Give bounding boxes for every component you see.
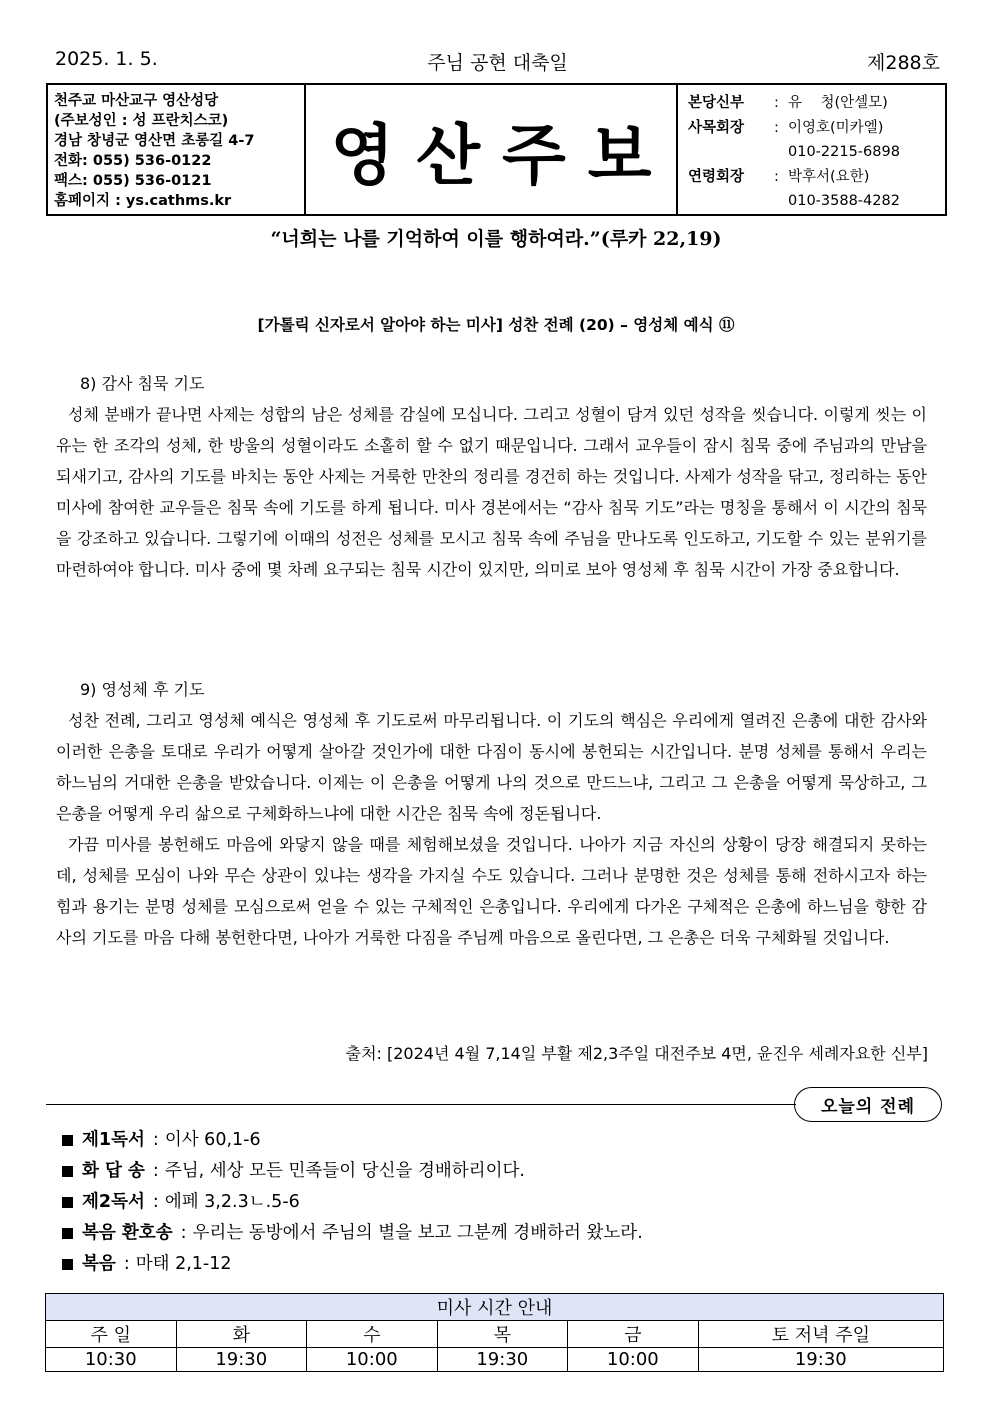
staff-row-funeral-president [688, 165, 945, 190]
staff-label: 사목회장 [688, 119, 745, 136]
mass-time: 10:30 [46, 1348, 177, 1372]
table-caption-row [46, 1294, 944, 1321]
staff-info [678, 85, 945, 214]
reading-item [62, 1249, 643, 1280]
square-bullet-icon [62, 1166, 73, 1177]
reading-item [62, 1187, 643, 1218]
day-header: 화 [176, 1321, 307, 1348]
bulletin-title-box [306, 85, 678, 214]
article-source: 출처: [2024년 4월 7,14일 부활 제2,3주일 대전주보 4면, 윤진우 세례자요한 신부] [345, 1044, 928, 1063]
parish-address: 경남 창녕군 영산면 초롱길 4-7 [54, 133, 255, 149]
reading-item [62, 1218, 643, 1249]
parish-phone: 전화: 055) 536-0122 [54, 153, 212, 169]
reading-label: 제1독서 [82, 1130, 145, 1150]
readings-list [62, 1125, 643, 1280]
parish-name: 천주교 마산교구 영산성당 [54, 93, 219, 109]
article-title: [가톨릭 신자로서 알아야 하는 미사] 성찬 전례 (20) – 영성체 예식 ⑪ [257, 316, 735, 334]
day-header: 토 저녁 주일 [698, 1321, 943, 1348]
reading-colon: : [180, 1223, 187, 1243]
scripture-quote: “너희는 나를 기억하여 이를 행하여라.”(루카 22,19) [270, 228, 722, 250]
reading-text: 주님, 세상 모든 민족들이 당신을 경배하리이다. [164, 1161, 525, 1181]
reading-colon: : [152, 1192, 159, 1212]
day-header: 금 [568, 1321, 699, 1348]
mass-time: 19:30 [437, 1348, 568, 1372]
table-header-row [46, 1321, 944, 1348]
mass-schedule-table [45, 1293, 944, 1372]
bulletin-title: 영산주보 [330, 116, 674, 194]
article-section [56, 368, 927, 585]
masthead [46, 83, 947, 216]
day-header: 주 일 [46, 1321, 177, 1348]
section-divider [46, 1104, 796, 1105]
reading-text: 이사 60,1-6 [164, 1130, 261, 1150]
reading-label: 제2독서 [82, 1192, 145, 1212]
section-heading: 8) 감사 침묵 기도 [80, 374, 205, 393]
reading-colon: : [152, 1161, 159, 1181]
table-row [46, 1348, 944, 1372]
reading-label: 복음 환호송 [82, 1223, 173, 1243]
reading-colon: : [152, 1130, 159, 1150]
reading-text: 우리는 동방에서 주님의 별을 보고 그분께 경배하러 왔노라. [192, 1223, 643, 1243]
patron-saint: (주보성인 : 성 프란치스코) [54, 113, 229, 129]
section-paragraph: 성찬 전례, 그리고 영성체 예식은 영성체 후 기도로써 마무리됩니다. 이 기도의 핵심은 우리에게 열려진 은총에 대한 감사와 이러한 은총을 토대로 우리가 어떻게 살아갈 것인가에 대한 다짐이 동시에 봉헌되는 시간입니다. 분명 성체를 통해서 우리는 하느님의 거대한 은총을 받았습니다. 이제는 이 은총을 어떻게 나의 것으로 만드느냐, 그리고 그 은총을 어떻게 묵상하고, 그 은총을 어떻게 우리 삶으로 구체화하느냐에 대한 시간은 침묵 속에 정돈됩니다. [56, 711, 927, 823]
staff-separator: : [774, 95, 779, 111]
square-bullet-icon [62, 1197, 73, 1208]
day-header: 수 [307, 1321, 438, 1348]
square-bullet-icon [62, 1135, 73, 1146]
mass-schedule-caption: 미사 시간 안내 [46, 1294, 944, 1321]
staff-label: 연령회장 [688, 168, 745, 185]
mass-time: 19:30 [176, 1348, 307, 1372]
section-paragraph: 가끔 미사를 봉헌해도 마음에 와닿지 않을 때를 체험해보셨을 것입니다. 나아가 지금 자신의 상황이 당장 해결되지 못하는데, 성체를 모심이 나와 무슨 상관이 있냐는 생각을 가지실 수도 있습니다. 그러나 분명한 것은 성체를 통해 전하시고자 하는 힘과 용기는 분명 성체를 모심으로써 얻을 수 있는 구체적인 은총입니다. 우리에게 다가온 구체적은 은총에 하느님을 향한 감사의 기도를 마음 다해 봉헌한다면, 나아가 거룩한 다짐을 주님께 마음으로 올린다면, 그 은총은 더욱 구체화될 것입니다. [56, 835, 927, 947]
staff-separator: : [774, 119, 779, 136]
parish-fax: 팩스: 055) 536-0121 [54, 173, 212, 189]
staff-name: 박후서(요한) [788, 168, 870, 185]
parish-homepage [54, 191, 304, 211]
reading-colon: : [123, 1254, 130, 1274]
staff-row-council-president [688, 116, 945, 141]
homepage-link[interactable]: 홈페이지 : ys.cathms.kr [54, 193, 232, 209]
reading-text: 에페 3,2.3ㄴ.5-6 [164, 1192, 300, 1212]
mass-time: 10:00 [568, 1348, 699, 1372]
staff-name: 유 청(안셀모) [788, 95, 888, 111]
todays-liturgy-badge: 오늘의 전례 [794, 1087, 942, 1122]
bulletin-header [55, 48, 940, 76]
feast-name: 주님 공현 대축일 [427, 52, 568, 74]
mass-time: 10:00 [307, 1348, 438, 1372]
article-section [56, 674, 927, 953]
staff-row-pastor [688, 91, 945, 116]
mass-time: 19:30 [698, 1348, 943, 1372]
section-paragraph: 성체 분배가 끝나면 사제는 성합의 남은 성체를 감실에 모십니다. 그리고 성혈이 담겨 있던 성작을 씻습니다. 이렇게 씻는 이유는 한 조각의 성체, 한 방울의 성혈이라도 소홀히 할 수 없기 때문입니다. 그래서 교우들이 잠시 침묵 중에 주님과의 만남을 되새기고, 감사의 기도를 바치는 동안 사제는 거룩한 만찬의 정리를 경건히 하는 것입니다. 사제가 성작을 닦고, 정리하는 동안 미사에 참여한 교우들은 침묵 속에 기도를 하게 됩니다. 미사 경본에서는 “감사 침묵 기도”라는 명칭을 통해서 이 시간의 침묵을 강조하고 있습니다. 그렇기에 이때의 성전은 성체를 모시고 침묵 속에 주님을 만나도록 인도하고, 기도할 수 있는 분위기를 마련하여야 합니다. 미사 중에 몇 차례 요구되는 침묵 시간이 있지만, 의미로 보아 영성체 후 침묵 시간이 가장 중요합니다. [56, 405, 927, 579]
reading-item [62, 1125, 643, 1156]
day-header: 목 [437, 1321, 568, 1348]
parish-info [48, 85, 306, 214]
section-heading: 9) 영성체 후 기도 [80, 680, 205, 699]
staff-name: 이영호(미카엘) [788, 119, 884, 136]
reading-text: 마태 2,1-12 [135, 1254, 232, 1274]
reading-item [62, 1156, 643, 1187]
reading-label: 복음 [82, 1254, 116, 1274]
staff-phone: 010-3588-4282 [788, 193, 900, 209]
staff-separator: : [774, 168, 779, 185]
issue-number: 제288호 [867, 52, 940, 74]
reading-label: 화 답 송 [82, 1161, 145, 1181]
square-bullet-icon [62, 1259, 73, 1270]
staff-label: 본당신부 [688, 95, 745, 111]
staff-phone: 010-2215-6898 [788, 144, 900, 160]
square-bullet-icon [62, 1228, 73, 1239]
bulletin-date: 2025. 1. 5. [55, 48, 158, 70]
